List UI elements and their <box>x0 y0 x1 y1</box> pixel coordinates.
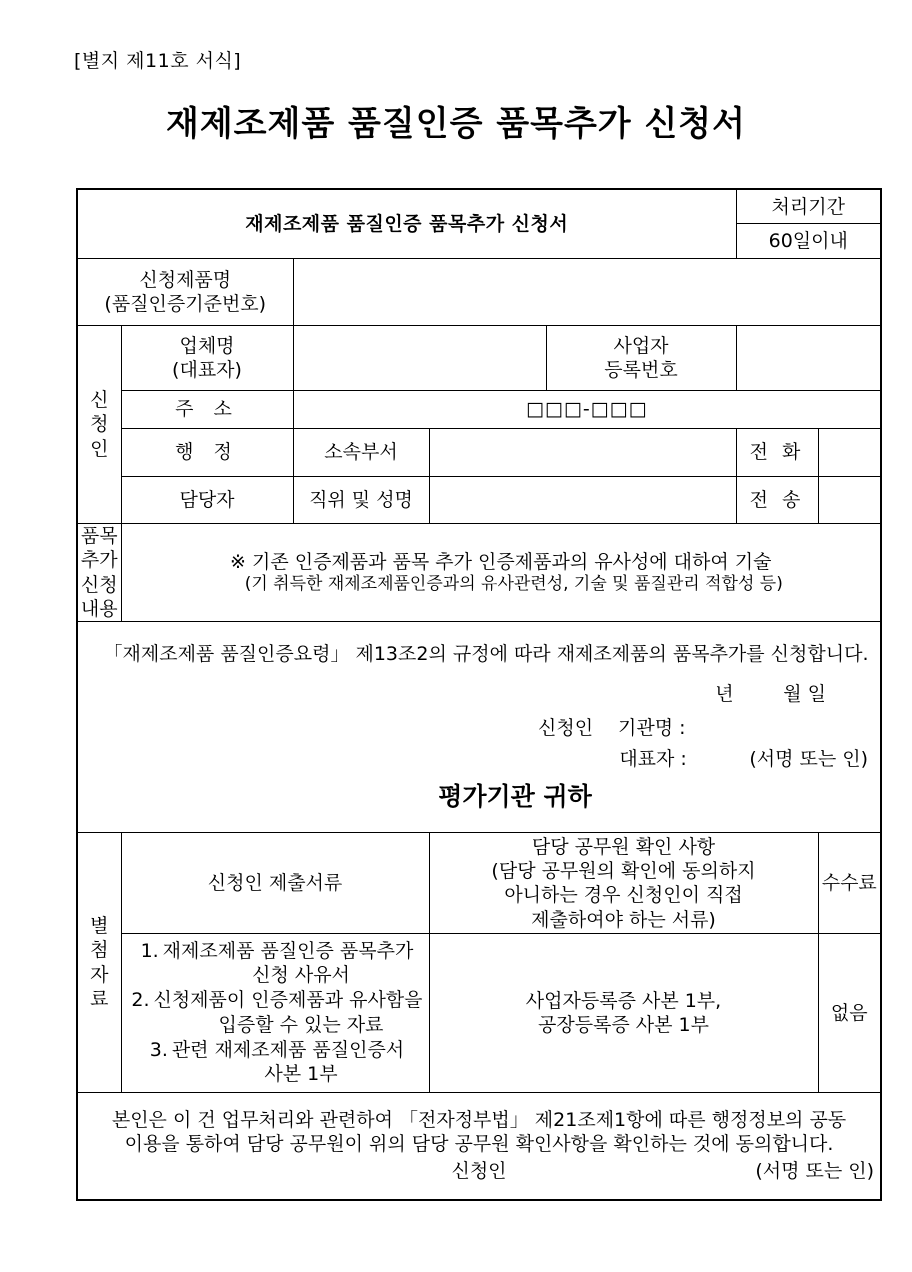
declaration-org-line <box>78 716 868 740</box>
officer-docs-header-line4: 제출하여야 하는 서류) <box>531 908 716 931</box>
applicant-section-label-char-2: 청 <box>90 413 109 436</box>
officer-docs-header-line1: 담당 공무원 확인 사항 <box>531 835 716 858</box>
form-grid <box>78 190 880 1199</box>
applicant-docs-list <box>121 934 429 1093</box>
form-band-title: 재제조제품 품질인증 품목추가 신청서 <box>78 190 736 259</box>
doc-2-line2: 입증할 수 있는 자료 <box>218 1013 384 1036</box>
doc-1-number: 1. <box>140 939 159 962</box>
attachments-label-char-2: 첨 <box>90 939 109 962</box>
list-item <box>122 939 429 988</box>
declaration-org-label[interactable]: 기관명 : <box>618 717 686 740</box>
doc-2-line1: 신청제품이 인증제품과 유사함을 <box>153 989 423 1012</box>
main-form-frame <box>76 188 882 1201</box>
product-name-input[interactable] <box>293 259 880 326</box>
item-addition-row <box>78 524 880 622</box>
item-addition-section-label <box>78 524 121 622</box>
consent-row <box>78 1093 880 1200</box>
item-addition-note-line2: (기 취득한 재제조제품인증과의 유사관련성, 기술 및 품질관리 적합성 등) <box>244 573 783 594</box>
address-label: 주 소 <box>121 391 293 429</box>
declaration-signature-lines <box>78 716 880 771</box>
product-name-label <box>78 259 293 326</box>
list-item <box>122 1038 429 1087</box>
attachments-body-row <box>78 934 880 1093</box>
applicant-section-label <box>78 326 121 524</box>
business-number-label-line1: 사업자 <box>613 334 669 357</box>
company-name-label-line1: 업체명 <box>179 334 235 357</box>
declaration-applicant-label: 신청인 <box>538 717 594 740</box>
header-band-row <box>78 190 880 224</box>
item-addition-label-line4: 내용 <box>80 597 118 620</box>
declaration-addressee: 평가기관 귀하 <box>438 781 592 811</box>
fax-input[interactable] <box>818 477 880 524</box>
applicant-section-label-char-1: 신 <box>90 389 109 412</box>
phone-input[interactable] <box>818 429 880 477</box>
dept-input[interactable] <box>429 429 736 477</box>
consent-line1: 본인은 이 건 업무처리와 관련하여 「전자정부법」 제21조제1항에 따른 행정정보의 공동 <box>111 1108 847 1131</box>
attachments-label-char-1: 별 <box>90 915 109 938</box>
business-number-input[interactable] <box>736 326 880 391</box>
fax-label: 전 송 <box>736 477 818 524</box>
product-name-label-line2: (품질인증기준번호) <box>104 293 267 315</box>
date-year-label: 년 <box>715 682 734 705</box>
doc-3-line2: 사본 1부 <box>264 1063 338 1086</box>
product-name-row <box>78 259 880 326</box>
item-addition-label-line2: 추가 <box>80 549 118 572</box>
dept-label: 소속부서 <box>293 429 429 477</box>
applicant-company-row <box>78 326 880 391</box>
doc-1-line1: 재제조제품 품질인증 품목추가 <box>162 939 414 962</box>
processing-period-label: 처리기간 <box>736 190 880 224</box>
contact-label-line1: 행 정 <box>121 429 293 477</box>
company-name-label <box>121 326 293 391</box>
date-month-label: 월 <box>783 682 802 705</box>
doc-3-number: 3. <box>149 1039 168 1062</box>
position-name-input[interactable] <box>429 477 736 524</box>
officer-docs-header-line3: 아니하는 경우 신청인이 직접 <box>504 884 743 907</box>
officer-docs-header <box>429 833 818 934</box>
attachments-header-row <box>78 833 880 934</box>
officer-doc-line2: 공장등록증 사본 1부 <box>538 1014 709 1037</box>
business-number-label-line2: 등록번호 <box>604 359 678 381</box>
applicant-name-row <box>78 477 880 524</box>
product-name-label-line1: 신청제품명 <box>139 268 232 291</box>
officer-docs-header-line2: (담당 공무원의 확인에 동의하지 <box>491 859 756 882</box>
date-day-label: 일 <box>807 682 827 705</box>
applicant-docs-header: 신청인 제출서류 <box>121 833 429 934</box>
consent-block <box>78 1093 880 1200</box>
doc-3-line1: 관련 재제조제품 품질인증서 <box>171 1039 405 1062</box>
item-addition-label-line1: 품목 <box>80 525 118 547</box>
applicant-docs-items <box>122 939 429 1087</box>
consent-signature-note: (서명 또는 인) <box>755 1159 875 1182</box>
declaration-block <box>78 622 880 833</box>
consent-signature-line <box>78 1159 880 1185</box>
list-item <box>122 988 429 1037</box>
form-code-label: [별지 제11호 서식] <box>74 50 242 72</box>
fee-header: 수수료 <box>818 833 880 934</box>
company-name-label-line2: (대표자) <box>172 359 242 381</box>
applicant-address-row <box>78 391 880 429</box>
consent-applicant-label[interactable]: 신청인 <box>451 1159 507 1182</box>
attachments-label-char-4: 료 <box>90 988 109 1011</box>
contact-label-line2: 담당자 <box>121 477 293 524</box>
declaration-signature-note: (서명 또는 인) <box>749 747 869 770</box>
applicant-dept-row <box>78 429 880 477</box>
declaration-date-line <box>78 682 880 706</box>
doc-1-line2: 신청 사유서 <box>252 964 350 987</box>
applicant-section-label-char-3: 인 <box>90 437 109 460</box>
attachments-label-char-3: 자 <box>90 963 109 986</box>
declaration-row <box>78 622 880 833</box>
business-number-label <box>546 326 736 391</box>
officer-docs-list <box>429 934 818 1093</box>
company-name-input[interactable] <box>293 326 546 391</box>
officer-doc-line1: 사업자등록증 사본 1부, <box>525 989 722 1012</box>
fee-value: 없음 <box>818 934 880 1093</box>
page-title: 재제조제품 품질인증 품목추가 신청서 <box>165 104 746 144</box>
attachments-section-label <box>78 833 121 1093</box>
item-addition-note-line1: ※ 기존 인증제품과 품목 추가 인증제품과의 유사성에 대하여 기술 <box>230 550 772 573</box>
position-name-label: 직위 및 성명 <box>293 477 429 524</box>
processing-period-value: 60일이내 <box>736 224 880 259</box>
declaration-rep-label[interactable]: 대표자 : <box>619 747 687 770</box>
doc-2-number: 2. <box>131 989 150 1012</box>
item-addition-note[interactable] <box>121 524 880 622</box>
address-input[interactable]: □□□-□□□ <box>293 391 880 429</box>
consent-line2: 이용을 통하여 담당 공무원이 위의 담당 공무원 확인사항을 확인하는 것에 동의합니다. <box>124 1133 834 1156</box>
declaration-rep-line <box>78 747 868 771</box>
item-addition-label-line3: 신청 <box>80 573 118 596</box>
declaration-paragraph: 「재제조제품 품질인증요령」 제13조2의 규정에 따라 재제조제품의 품목추가를 신청합니다. <box>103 642 869 665</box>
phone-label: 전 화 <box>736 429 818 477</box>
